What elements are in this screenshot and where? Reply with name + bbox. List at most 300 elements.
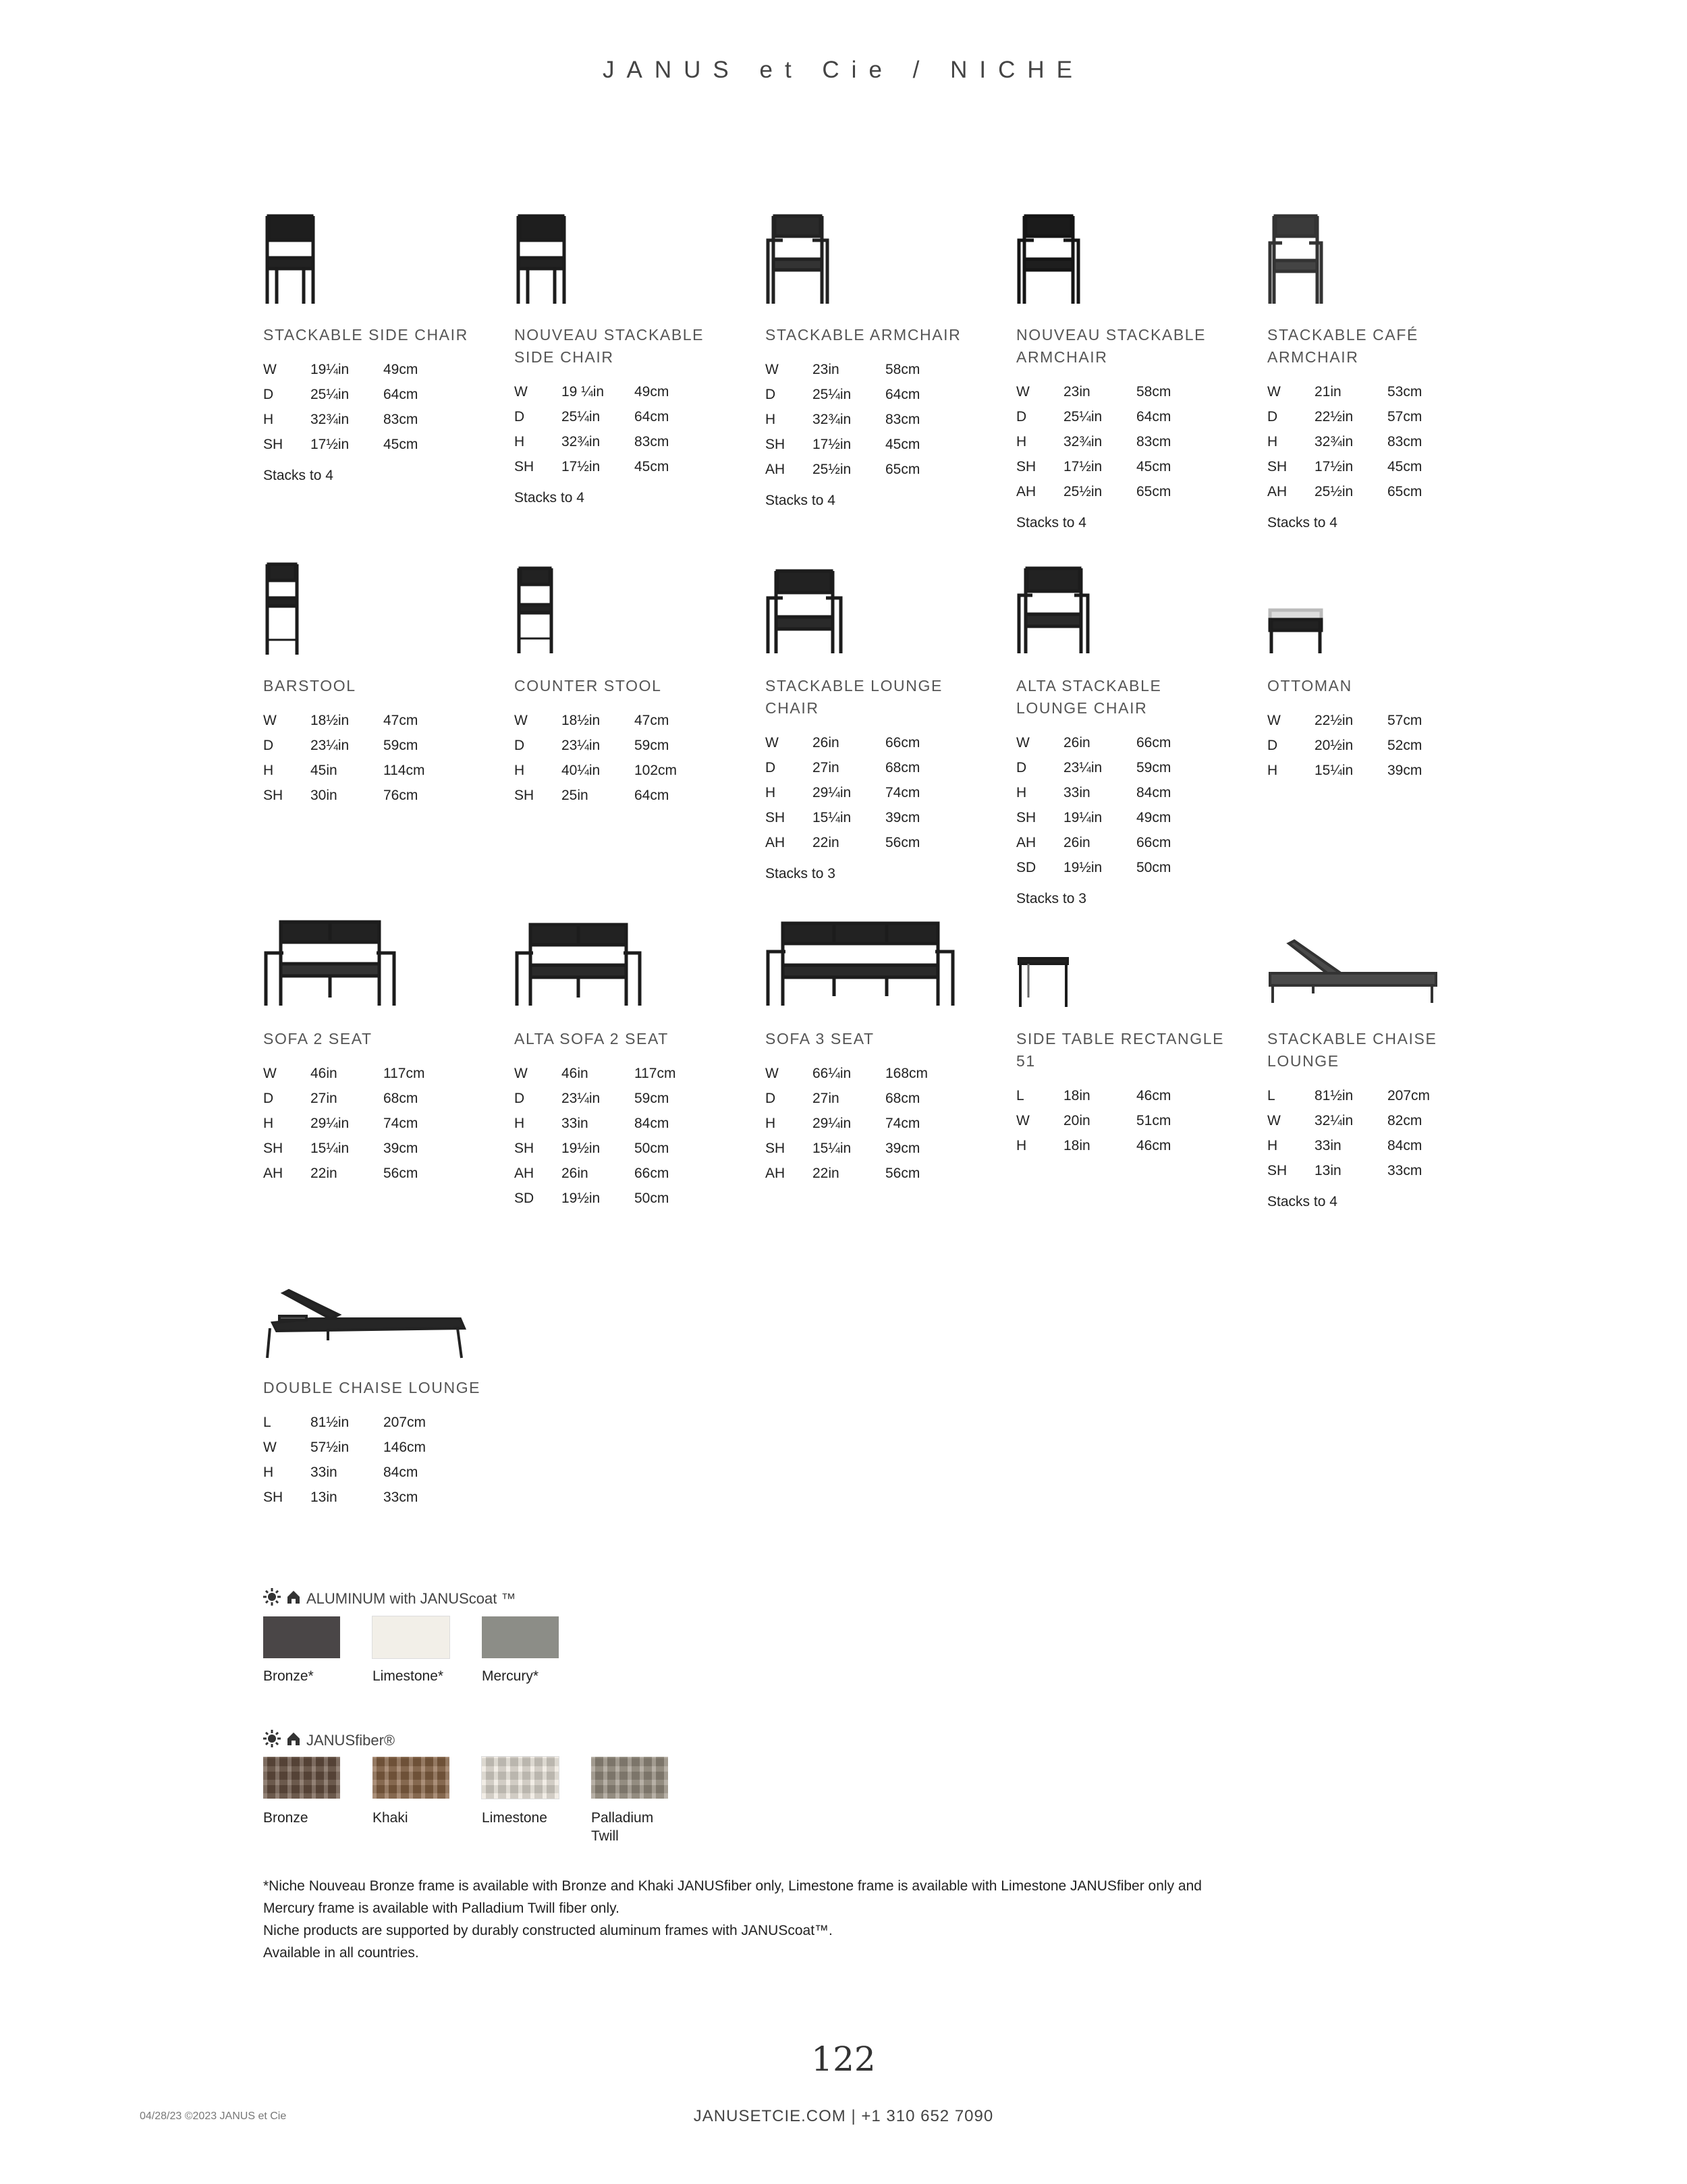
dimension-table xyxy=(1016,730,1246,880)
dimension-table xyxy=(514,1061,744,1211)
dimension-row xyxy=(263,1111,493,1136)
dimension-key: H xyxy=(765,1115,776,1131)
finish-swatch[interactable] xyxy=(591,1757,668,1799)
dimension-inches: 25¼in xyxy=(812,386,852,402)
barstool-icon xyxy=(263,562,301,656)
product-spec xyxy=(1267,675,1497,783)
dimension-cm: 64cm xyxy=(1136,408,1171,425)
page-number: 122 xyxy=(811,2040,876,2079)
dimension-key: W xyxy=(1267,383,1281,400)
footer-date: 04/28/23 ©2023 JANUS et Cie xyxy=(140,2110,287,2122)
dimension-inches: 19¼in xyxy=(1063,809,1103,825)
dimension-inches: 15¼in xyxy=(310,1140,350,1156)
dimension-key: SH xyxy=(765,1140,785,1156)
stack-count: Stacks to 4 xyxy=(1016,515,1086,530)
dimension-inches: 32¾in xyxy=(1315,433,1354,449)
product-name: BARSTOOL xyxy=(263,677,356,694)
dimension-key: SH xyxy=(263,436,283,452)
dimension-inches: 23¼in xyxy=(310,737,350,753)
dimension-cm: 58cm xyxy=(885,361,920,377)
dimension-key: D xyxy=(1267,737,1278,753)
dimension-key: H xyxy=(514,1115,525,1131)
dimension-key: W xyxy=(765,1065,779,1081)
product-spec xyxy=(263,1028,493,1186)
finish-swatch[interactable] xyxy=(263,1757,340,1799)
dimension-inches: 81½in xyxy=(310,1414,350,1430)
dimension-cm: 66cm xyxy=(634,1165,669,1181)
dimension-inches: 29¼in xyxy=(812,784,852,800)
dimension-cm: 56cm xyxy=(885,834,920,850)
dimension-key: H xyxy=(263,1115,274,1131)
dimension-cm: 47cm xyxy=(634,712,669,728)
dimension-cm: 207cm xyxy=(1387,1087,1431,1103)
armchair-icon xyxy=(1016,213,1081,305)
dimension-inches: 27in xyxy=(812,1090,839,1106)
dimension-key: W xyxy=(1267,712,1281,728)
dimension-row xyxy=(765,1161,995,1186)
dimension-inches: 23¼in xyxy=(1063,759,1103,775)
dimension-inches: 81½in xyxy=(1315,1087,1354,1103)
dimension-cm: 51cm xyxy=(1136,1112,1171,1128)
finish-swatch[interactable] xyxy=(482,1757,559,1799)
dimension-row xyxy=(1267,379,1497,404)
dimension-inches: 25in xyxy=(561,787,588,803)
dimension-cm: 59cm xyxy=(634,737,669,753)
dimension-inches: 26in xyxy=(1063,734,1090,750)
dimension-key: H xyxy=(1267,1137,1278,1153)
dimension-inches: 19½in xyxy=(1063,859,1103,875)
dimension-row xyxy=(514,783,744,808)
dimension-cm: 76cm xyxy=(383,787,418,803)
dimension-row xyxy=(263,1460,493,1485)
dimension-cm: 45cm xyxy=(634,458,669,474)
dimension-cm: 168cm xyxy=(885,1065,929,1081)
dimension-cm: 64cm xyxy=(885,386,920,402)
dimension-cm: 64cm xyxy=(634,787,669,803)
product-spec xyxy=(1267,324,1497,531)
dimension-inches: 22½in xyxy=(1315,408,1354,425)
dimension-cm: 66cm xyxy=(1136,834,1171,850)
dimension-key: H xyxy=(1016,784,1027,800)
swatch-label: Limestone xyxy=(482,1810,547,1826)
dimension-cm: 84cm xyxy=(634,1115,669,1131)
product-spec xyxy=(514,1028,744,1211)
dimension-key: H xyxy=(1016,1137,1027,1153)
dimension-key: H xyxy=(1016,433,1027,449)
dimension-row xyxy=(1016,1108,1246,1133)
dimension-cm: 49cm xyxy=(634,383,669,400)
dimension-cm: 65cm xyxy=(885,461,920,477)
note-line: Mercury frame is available with Palladium Twill fiber only. xyxy=(263,1901,619,1916)
product-name: STACKABLE CAFÉ ARMCHAIR xyxy=(1267,326,1418,366)
dimension-inches: 26in xyxy=(812,734,839,750)
dimension-row xyxy=(1016,404,1246,429)
dimension-cm: 83cm xyxy=(1387,433,1422,449)
product-spec xyxy=(1016,324,1246,531)
dimension-row xyxy=(263,758,493,783)
dimension-cm: 82cm xyxy=(1387,1112,1422,1128)
dimension-cm: 83cm xyxy=(634,433,669,449)
dimension-row xyxy=(263,1136,493,1161)
dimension-row xyxy=(514,1186,744,1211)
dimension-cm: 84cm xyxy=(1387,1137,1422,1153)
footer-contact[interactable]: JANUSETCIE.COM | +1 310 652 7090 xyxy=(693,2107,994,2125)
home-icon xyxy=(286,1731,301,1750)
product-name: SIDE TABLE RECTANGLE 51 xyxy=(1016,1030,1225,1070)
dimension-table xyxy=(765,357,995,482)
dimension-key: W xyxy=(514,1065,528,1081)
dimension-key: W xyxy=(1016,1112,1030,1128)
dimension-cm: 33cm xyxy=(383,1489,418,1505)
dimension-cm: 146cm xyxy=(383,1439,426,1455)
dimension-key: H xyxy=(765,784,776,800)
dimension-row xyxy=(1267,479,1497,504)
dimension-inches: 57½in xyxy=(310,1439,350,1455)
product-name: ALTA SOFA 2 SEAT xyxy=(514,1030,669,1047)
dimension-key: AH xyxy=(263,1165,283,1181)
dimension-key: D xyxy=(263,737,274,753)
dimension-key: D xyxy=(1267,408,1278,425)
dimension-key: SH xyxy=(1016,458,1036,474)
dimension-cm: 83cm xyxy=(1136,433,1171,449)
dimension-key: AH xyxy=(765,461,785,477)
dimension-inches: 13in xyxy=(310,1489,337,1505)
finish-swatch[interactable] xyxy=(372,1616,449,1658)
dimension-table xyxy=(1267,708,1497,783)
dimension-inches: 22in xyxy=(310,1165,337,1181)
dimension-row xyxy=(1016,379,1246,404)
sun-icon xyxy=(263,1730,281,1751)
finish-swatch[interactable] xyxy=(263,1616,340,1658)
dimension-table xyxy=(1016,1083,1246,1158)
dimension-row xyxy=(263,432,493,457)
dimension-cm: 117cm xyxy=(383,1065,425,1081)
finish-swatch[interactable] xyxy=(482,1616,559,1658)
dimension-inches: 32¾in xyxy=(561,433,601,449)
product-name: ALTA STACKABLE LOUNGE CHAIR xyxy=(1016,677,1162,717)
dimension-inches: 32¾in xyxy=(1063,433,1103,449)
dimension-inches: 19½in xyxy=(561,1190,601,1206)
dimension-row xyxy=(514,1086,744,1111)
dimension-table xyxy=(514,708,744,808)
dimension-cm: 49cm xyxy=(1136,809,1171,825)
dimension-cm: 45cm xyxy=(885,436,920,452)
dimension-key: SH xyxy=(263,1489,283,1505)
dimension-key: SH xyxy=(263,787,283,803)
dimension-inches: 23in xyxy=(812,361,839,377)
sofa-2-icon xyxy=(514,922,642,1007)
dimension-key: L xyxy=(1016,1087,1024,1103)
dimension-row xyxy=(1267,1158,1497,1183)
dimension-cm: 65cm xyxy=(1387,483,1422,499)
product-spec xyxy=(514,324,744,506)
double-chaise-icon xyxy=(263,1288,467,1361)
dimension-key: D xyxy=(514,408,525,425)
dimension-key: SH xyxy=(1267,458,1288,474)
dimension-row xyxy=(765,805,995,830)
dimension-key: D xyxy=(1016,408,1027,425)
dimension-cm: 56cm xyxy=(885,1165,920,1181)
dimension-key: SH xyxy=(514,787,534,803)
dimension-cm: 45cm xyxy=(383,436,418,452)
dimension-key: H xyxy=(263,411,274,427)
dimension-key: W xyxy=(1267,1112,1281,1128)
dimension-inches: 18in xyxy=(1063,1087,1090,1103)
dimension-cm: 64cm xyxy=(634,408,669,425)
dimension-inches: 66¼in xyxy=(812,1065,852,1081)
swatch-label: Bronze xyxy=(263,1810,308,1826)
product-spec xyxy=(514,675,744,808)
dimension-row xyxy=(514,708,744,733)
dimension-row xyxy=(514,733,744,758)
dimension-cm: 45cm xyxy=(1136,458,1171,474)
dimension-cm: 65cm xyxy=(1136,483,1171,499)
dimension-row xyxy=(1016,755,1246,780)
dimension-cm: 68cm xyxy=(383,1090,418,1106)
dimension-inches: 26in xyxy=(1063,834,1090,850)
dimension-inches: 29¼in xyxy=(310,1115,350,1131)
dimension-cm: 66cm xyxy=(1136,734,1171,750)
dimension-row xyxy=(263,382,493,407)
dimension-inches: 15¼in xyxy=(812,1140,852,1156)
product-spec xyxy=(765,1028,995,1186)
dimension-cm: 52cm xyxy=(1387,737,1422,753)
dimension-inches: 25½in xyxy=(812,461,852,477)
dimension-key: W xyxy=(514,712,528,728)
side-chair-icon xyxy=(514,213,568,305)
dimension-table xyxy=(1016,379,1246,504)
dimension-key: W xyxy=(1016,734,1030,750)
dimension-key: W xyxy=(514,383,528,400)
dimension-cm: 84cm xyxy=(383,1464,418,1480)
dimension-cm: 50cm xyxy=(634,1140,669,1156)
dimension-row xyxy=(765,755,995,780)
dimension-row xyxy=(765,730,995,755)
dimension-cm: 39cm xyxy=(383,1140,418,1156)
dimension-key: AH xyxy=(1016,834,1036,850)
dimension-inches: 17½in xyxy=(1315,458,1354,474)
dimension-key: SD xyxy=(1016,859,1036,875)
stack-count: Stacks to 4 xyxy=(263,468,333,483)
aluminum-title-text: ALUMINUM with JANUScoat ™ xyxy=(306,1590,516,1607)
counter-stool-icon xyxy=(514,566,556,655)
dimension-cm: 59cm xyxy=(1136,759,1171,775)
dimension-key: AH xyxy=(1267,483,1288,499)
dimension-key: SH xyxy=(1016,809,1036,825)
product-spec xyxy=(1016,675,1246,907)
product-name: NOUVEAU STACKABLE ARMCHAIR xyxy=(1016,326,1207,366)
dimension-cm: 207cm xyxy=(383,1414,426,1430)
product-spec xyxy=(765,675,995,882)
product-name: STACKABLE ARMCHAIR xyxy=(765,326,962,344)
dimension-key: W xyxy=(263,1439,277,1455)
dimension-key: H xyxy=(1267,433,1278,449)
dimension-row xyxy=(514,454,744,479)
dimension-row xyxy=(514,1061,744,1086)
dimension-row xyxy=(765,407,995,432)
dimension-cm: 39cm xyxy=(1387,762,1422,778)
dimension-cm: 59cm xyxy=(634,1090,669,1106)
dimension-cm: 117cm xyxy=(634,1065,676,1081)
dimension-row xyxy=(263,1410,493,1435)
dimension-cm: 64cm xyxy=(383,386,418,402)
dimension-cm: 68cm xyxy=(885,1090,920,1106)
stack-count: Stacks to 4 xyxy=(1267,515,1337,530)
dimension-inches: 17½in xyxy=(310,436,350,452)
dimension-inches: 46in xyxy=(310,1065,337,1081)
dimension-row xyxy=(1016,730,1246,755)
dimension-inches: 18in xyxy=(1063,1137,1090,1153)
dimension-cm: 83cm xyxy=(885,411,920,427)
dimension-row xyxy=(514,429,744,454)
fiber-finish-title xyxy=(263,1730,395,1751)
dimension-row xyxy=(263,708,493,733)
dimension-inches: 33in xyxy=(561,1115,588,1131)
dimension-inches: 21in xyxy=(1315,383,1342,400)
fiber-title-text: JANUSfiber® xyxy=(306,1732,395,1749)
lounge-chair-icon xyxy=(1016,566,1090,655)
dimension-table xyxy=(263,357,493,457)
chaise-icon xyxy=(1266,938,1439,1006)
finish-swatch[interactable] xyxy=(372,1757,449,1799)
dimension-key: W xyxy=(765,734,779,750)
dimension-row xyxy=(765,357,995,382)
dimension-inches: 25½in xyxy=(1315,483,1354,499)
dimension-inches: 19 ¼in xyxy=(561,383,605,400)
dimension-inches: 45in xyxy=(310,762,337,778)
dimension-table xyxy=(765,730,995,855)
dimension-key: SH xyxy=(765,809,785,825)
product-name: SOFA 3 SEAT xyxy=(765,1030,875,1047)
dimension-cm: 33cm xyxy=(1387,1162,1422,1178)
dimension-key: W xyxy=(263,712,277,728)
dimension-table xyxy=(1267,1083,1497,1183)
product-name: COUNTER STOOL xyxy=(514,677,662,694)
dimension-inches: 32¾in xyxy=(310,411,350,427)
dimension-key: D xyxy=(765,386,776,402)
product-spec xyxy=(263,675,493,808)
dimension-cm: 45cm xyxy=(1387,458,1422,474)
dimension-cm: 83cm xyxy=(383,411,418,427)
dimension-key: H xyxy=(263,1464,274,1480)
dimension-inches: 40¼in xyxy=(561,762,601,778)
dimension-inches: 23in xyxy=(1063,383,1090,400)
dimension-key: AH xyxy=(1016,483,1036,499)
sun-icon xyxy=(263,1588,281,1610)
dimension-inches: 33in xyxy=(310,1464,337,1480)
dimension-row xyxy=(263,1161,493,1186)
dimension-key: SH xyxy=(514,458,534,474)
ottoman-icon xyxy=(1267,607,1324,655)
page-header: JANUS et Cie / NICHE xyxy=(603,57,1084,83)
dimension-key: H xyxy=(514,762,525,778)
product-name: STACKABLE SIDE CHAIR xyxy=(263,326,468,344)
dimension-inches: 46in xyxy=(561,1065,588,1081)
dimension-key: SH xyxy=(765,436,785,452)
swatch-label: Mercury* xyxy=(482,1668,539,1684)
dimension-row xyxy=(765,1061,995,1086)
dimension-inches: 25¼in xyxy=(1063,408,1103,425)
stack-count: Stacks to 4 xyxy=(765,493,835,508)
dimension-inches: 22in xyxy=(812,834,839,850)
dimension-key: D xyxy=(514,1090,525,1106)
dimension-row xyxy=(765,432,995,457)
dimension-inches: 22½in xyxy=(1315,712,1354,728)
dimension-cm: 46cm xyxy=(1136,1087,1171,1103)
dimension-inches: 26in xyxy=(561,1165,588,1181)
dimension-inches: 15¼in xyxy=(812,809,852,825)
dimension-row xyxy=(1267,1133,1497,1158)
dimension-table xyxy=(765,1061,995,1186)
dimension-key: L xyxy=(1267,1087,1275,1103)
dimension-inches: 25½in xyxy=(1063,483,1103,499)
dimension-inches: 18½in xyxy=(310,712,350,728)
dimension-row xyxy=(1016,479,1246,504)
dimension-key: H xyxy=(1267,762,1278,778)
dimension-row xyxy=(1016,830,1246,855)
footnotes xyxy=(263,1875,1410,1964)
dimension-key: SH xyxy=(1267,1162,1288,1178)
dimension-cm: 46cm xyxy=(1136,1137,1171,1153)
dimension-row xyxy=(765,1086,995,1111)
note-line: *Niche Nouveau Bronze frame is available with Bronze and Khaki JANUSfiber only, Limestone frame is available with Limestone JANUSfiber only and xyxy=(263,1878,1202,1894)
dimension-inches: 17½in xyxy=(1063,458,1103,474)
dimension-inches: 30in xyxy=(310,787,337,803)
dimension-cm: 68cm xyxy=(885,759,920,775)
dimension-key: W xyxy=(263,361,277,377)
dimension-cm: 57cm xyxy=(1387,408,1422,425)
dimension-inches: 32¼in xyxy=(1315,1112,1354,1128)
dimension-key: SH xyxy=(263,1140,283,1156)
dimension-inches: 20in xyxy=(1063,1112,1090,1128)
stack-count: Stacks to 4 xyxy=(1267,1194,1337,1209)
dimension-key: D xyxy=(765,759,776,775)
dimension-key: D xyxy=(514,737,525,753)
dimension-key: H xyxy=(765,411,776,427)
dimension-inches: 19½in xyxy=(561,1140,601,1156)
dimension-cm: 49cm xyxy=(383,361,418,377)
dimension-cm: 74cm xyxy=(383,1115,418,1131)
swatch-label: Limestone* xyxy=(372,1668,444,1684)
dimension-row xyxy=(1267,1108,1497,1133)
dimension-cm: 50cm xyxy=(1136,859,1171,875)
dimension-row xyxy=(1016,454,1246,479)
dimension-row xyxy=(1016,1133,1246,1158)
dimension-row xyxy=(263,783,493,808)
dimension-key: W xyxy=(263,1065,277,1081)
swatch-label: Palladium Twill xyxy=(591,1810,654,1844)
dimension-cm: 53cm xyxy=(1387,383,1422,400)
dimension-row xyxy=(263,407,493,432)
dimension-row xyxy=(263,1435,493,1460)
dimension-row xyxy=(1267,1083,1497,1108)
dimension-row xyxy=(765,1111,995,1136)
armchair-icon xyxy=(1267,213,1324,305)
dimension-row xyxy=(263,1061,493,1086)
dimension-row xyxy=(1016,429,1246,454)
dimension-inches: 27in xyxy=(812,759,839,775)
dimension-inches: 33in xyxy=(1315,1137,1342,1153)
product-name: STACKABLE LOUNGE CHAIR xyxy=(765,677,943,717)
stack-count: Stacks to 4 xyxy=(514,490,584,506)
note-line: Niche products are supported by durably constructed aluminum frames with JANUScoat™. xyxy=(263,1923,833,1938)
dimension-key: D xyxy=(765,1090,776,1106)
dimension-row xyxy=(514,758,744,783)
product-spec xyxy=(1267,1028,1497,1210)
dimension-inches: 18½in xyxy=(561,712,601,728)
dimension-row xyxy=(263,733,493,758)
dimension-row xyxy=(514,1161,744,1186)
